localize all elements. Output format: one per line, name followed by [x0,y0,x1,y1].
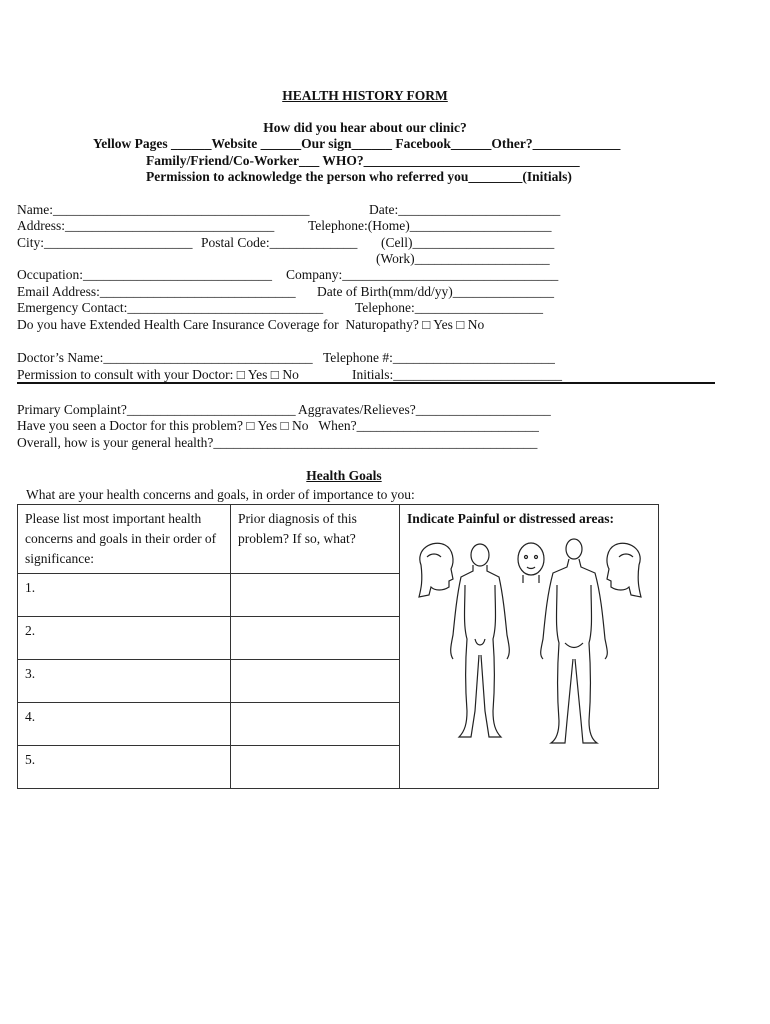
body-diagram-image[interactable] [407,535,651,749]
form-title: HEALTH HISTORY FORM [282,88,448,103]
occupation-field[interactable]: Occupation:____________________________ [17,267,272,282]
row-number: 5. [25,752,36,767]
health-goals-heading: Health Goals [306,468,382,483]
postal-code-field[interactable]: Postal Code:_____________ [201,235,358,250]
health-goals-intro: What are your health concerns and goals, in order of importance to you: [26,487,415,502]
table-header-row [18,505,659,574]
emergency-contact-field[interactable]: Emergency Contact:_____________________________ [17,300,324,315]
head-side-left-figure [419,543,453,597]
goal-cell[interactable] [18,574,231,617]
seen-doctor-field[interactable]: Have you seen a Doctor for this problem? □ Yes □ No When?___________________________ [17,418,539,433]
row-number: 3. [25,666,36,681]
insurance-question[interactable]: Do you have Extended Health Care Insurance Coverage for Naturopathy? □ Yes □ No [17,317,485,332]
diagnosis-col-header [231,505,400,574]
initials-field[interactable]: Initials:_________________________ [352,367,562,382]
email-field[interactable]: Email Address:_____________________________ [17,284,296,299]
body-front-figure [451,544,510,737]
body-diagram-label: Indicate Painful or distressed areas: [407,511,615,526]
row-number: 1. [25,580,36,595]
goal-cell[interactable] [18,746,231,789]
goal-cell[interactable] [18,703,231,746]
diagnosis-cell[interactable] [231,746,400,789]
diagnosis-cell[interactable] [231,617,400,660]
head-side-right-figure [607,543,641,597]
telephone-home-field[interactable]: Telephone:(Home)_____________________ [308,218,552,233]
health-goals-table [17,504,659,789]
row-number: 4. [25,709,36,724]
referral-question: How did you hear about our clinic? [263,120,467,135]
city-field[interactable]: City:______________________ [17,235,193,250]
section-divider [17,382,715,384]
diagnosis-cell[interactable] [231,703,400,746]
telephone-work-field[interactable]: (Work)____________________ [376,251,550,266]
referral-family[interactable]: Family/Friend/Co-Worker___ WHO?________________________________ [146,153,580,168]
body-back-figure [541,539,608,743]
doctor-name-field[interactable]: Doctor’s Name:_______________________________ [17,350,313,365]
row-number: 2. [25,623,36,638]
head-front-figure [518,543,544,583]
diagnosis-col-header-text: Prior diagnosis of this problem? If so, what? [238,511,357,546]
body-diagram-cell[interactable] [400,505,659,789]
doctor-telephone-field[interactable]: Telephone #:________________________ [323,350,555,365]
goal-cell[interactable] [18,660,231,703]
diagnosis-cell[interactable] [231,574,400,617]
address-field[interactable]: Address:_______________________________ [17,218,275,233]
aggravates-relieves-field[interactable]: Aggravates/Relieves?____________________ [298,402,551,417]
diagnosis-cell[interactable] [231,660,400,703]
goal-cell[interactable] [18,617,231,660]
company-field[interactable]: Company:________________________________ [286,267,559,282]
doctor-permission-field[interactable]: Permission to consult with your Doctor: □ Yes □ No [17,367,299,382]
date-of-birth-field[interactable]: Date of Birth(mm/dd/yy)_______________ [317,284,554,299]
goals-col-header-text: Please list most important health concerns and goals in their order of significance: [25,511,217,566]
general-health-field[interactable]: Overall, how is your general health?________________________________________________ [17,435,538,450]
referral-options[interactable]: Yellow Pages ______Website ______Our sign______ Facebook______Other?_____________ [93,136,621,151]
date-field[interactable]: Date:________________________ [369,202,561,217]
primary-complaint-field[interactable]: Primary Complaint?_________________________ [17,402,296,417]
goals-col-header [18,505,231,574]
name-field[interactable]: Name:______________________________________ [17,202,310,217]
telephone-cell-field[interactable]: (Cell)_____________________ [381,235,555,250]
emergency-telephone-field[interactable]: Telephone:___________________ [355,300,544,315]
referral-permission[interactable]: Permission to acknowledge the person who referred you________(Initials) [146,169,572,184]
